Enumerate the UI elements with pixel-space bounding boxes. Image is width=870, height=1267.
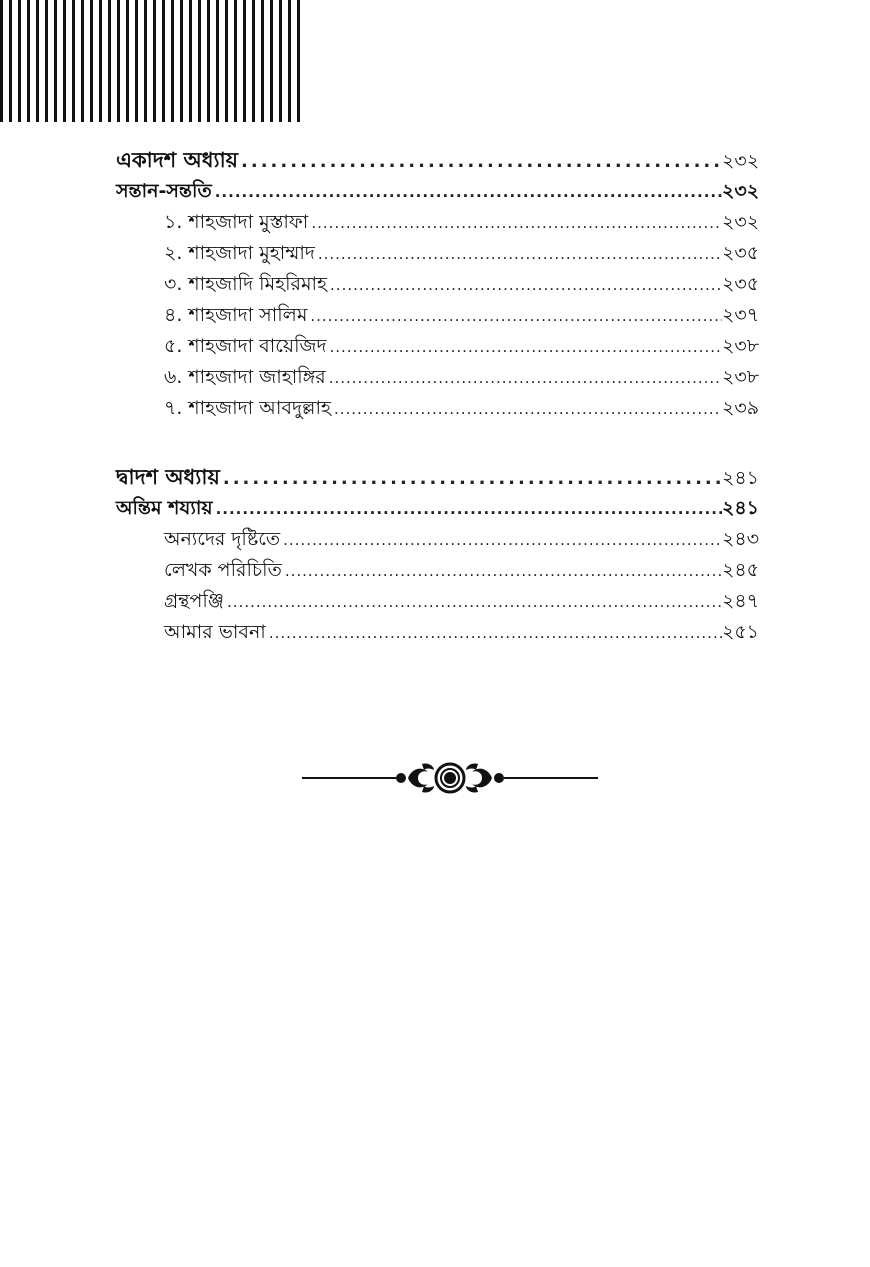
- toc-entry[interactable]: [116, 617, 766, 648]
- toc-section-title: সন্তান-সন্ততি: [116, 180, 212, 202]
- toc-page-number: ২৪১: [722, 467, 760, 489]
- dot-leader: [215, 177, 722, 208]
- toc-chapter-title: একাদশ অধ্যায়: [116, 148, 239, 172]
- toc-entry-title: ৭. শাহজাদা আবদুল্লাহ: [164, 397, 331, 419]
- floral-divider-icon: [300, 758, 600, 798]
- toc-page-number: ২৪৫: [722, 559, 760, 581]
- toc-entry-title: গ্রন্থপঞ্জি: [164, 590, 225, 612]
- toc-page-number: ২৩৮: [722, 335, 760, 357]
- toc-entry[interactable]: [116, 524, 766, 555]
- dot-leader: [329, 363, 722, 394]
- dot-leader: [285, 556, 722, 587]
- table-of-contents: [116, 145, 766, 648]
- toc-page-number: ২৩৯: [722, 397, 760, 419]
- toc-entry-title: আমার ভাবনা: [164, 621, 266, 643]
- toc-page-number: ২৩২: [722, 211, 760, 233]
- toc-page-number: ২৩৭: [722, 304, 760, 326]
- toc-page-number: ২৩৫: [722, 242, 760, 264]
- dot-leader: [283, 525, 722, 556]
- toc-entry[interactable]: [116, 207, 766, 238]
- toc-entry[interactable]: [116, 393, 766, 424]
- toc-entry[interactable]: [116, 269, 766, 300]
- toc-page-number: ২৩৫: [722, 273, 760, 295]
- dot-leader: [334, 394, 722, 425]
- dot-leader: [227, 587, 722, 618]
- toc-entry-title: ৩. শাহজাদি মিহরিমাহ: [164, 273, 328, 295]
- toc-page-number: ২৫১: [722, 621, 760, 643]
- toc-section-children[interactable]: [116, 176, 766, 207]
- toc-chapter-title: দ্বাদশ অধ্যায়: [116, 465, 220, 489]
- toc-page-number: ২৪৭: [722, 590, 760, 612]
- toc-section-deathbed[interactable]: [116, 493, 766, 524]
- toc-entry[interactable]: [116, 586, 766, 617]
- toc-entry-title: ২. শাহজাদা মুহাম্মাদ: [164, 242, 315, 264]
- toc-entry[interactable]: [116, 331, 766, 362]
- dot-leader: [318, 239, 722, 270]
- toc-entry[interactable]: [116, 238, 766, 269]
- stripes-decoration: [0, 0, 300, 122]
- toc-page-number: ২৪৩: [722, 528, 760, 550]
- dot-leader: [241, 146, 722, 177]
- section-spacer: [116, 424, 766, 462]
- dot-leader: [269, 618, 722, 649]
- toc-page-number: ২৩৮: [722, 366, 760, 388]
- toc-page-number: ২৩২: [722, 180, 760, 202]
- dot-leader: [310, 301, 722, 332]
- toc-entry[interactable]: [116, 555, 766, 586]
- toc-entry-title: লেখক পরিচিতি: [164, 559, 282, 581]
- toc-entry-title: ১. শাহজাদা মুস্তাফা: [164, 211, 309, 233]
- toc-entry-title: ৪. শাহজাদা সালিম: [164, 304, 308, 326]
- toc-entry-title: ৬. শাহজাদা জাহাঙ্গির: [164, 366, 326, 388]
- toc-page-number: ২৪১: [722, 497, 760, 519]
- toc-entry-title: অন্যদের দৃষ্টিতে: [164, 528, 281, 550]
- dot-leader: [223, 463, 722, 494]
- dot-leader: [330, 332, 722, 363]
- toc-section-title: অন্তিম শয্যায়: [116, 497, 213, 519]
- dot-leader: [330, 270, 722, 301]
- dot-leader: [216, 494, 722, 525]
- toc-entry-title: ৫. শাহজাদা বায়েজিদ: [164, 335, 327, 357]
- toc-page-number: ২৩২: [722, 150, 760, 172]
- toc-entry[interactable]: [116, 362, 766, 393]
- toc-chapter-12[interactable]: [116, 462, 766, 493]
- toc-entry[interactable]: [116, 300, 766, 331]
- dot-leader: [311, 208, 722, 239]
- toc-chapter-11[interactable]: [116, 145, 766, 176]
